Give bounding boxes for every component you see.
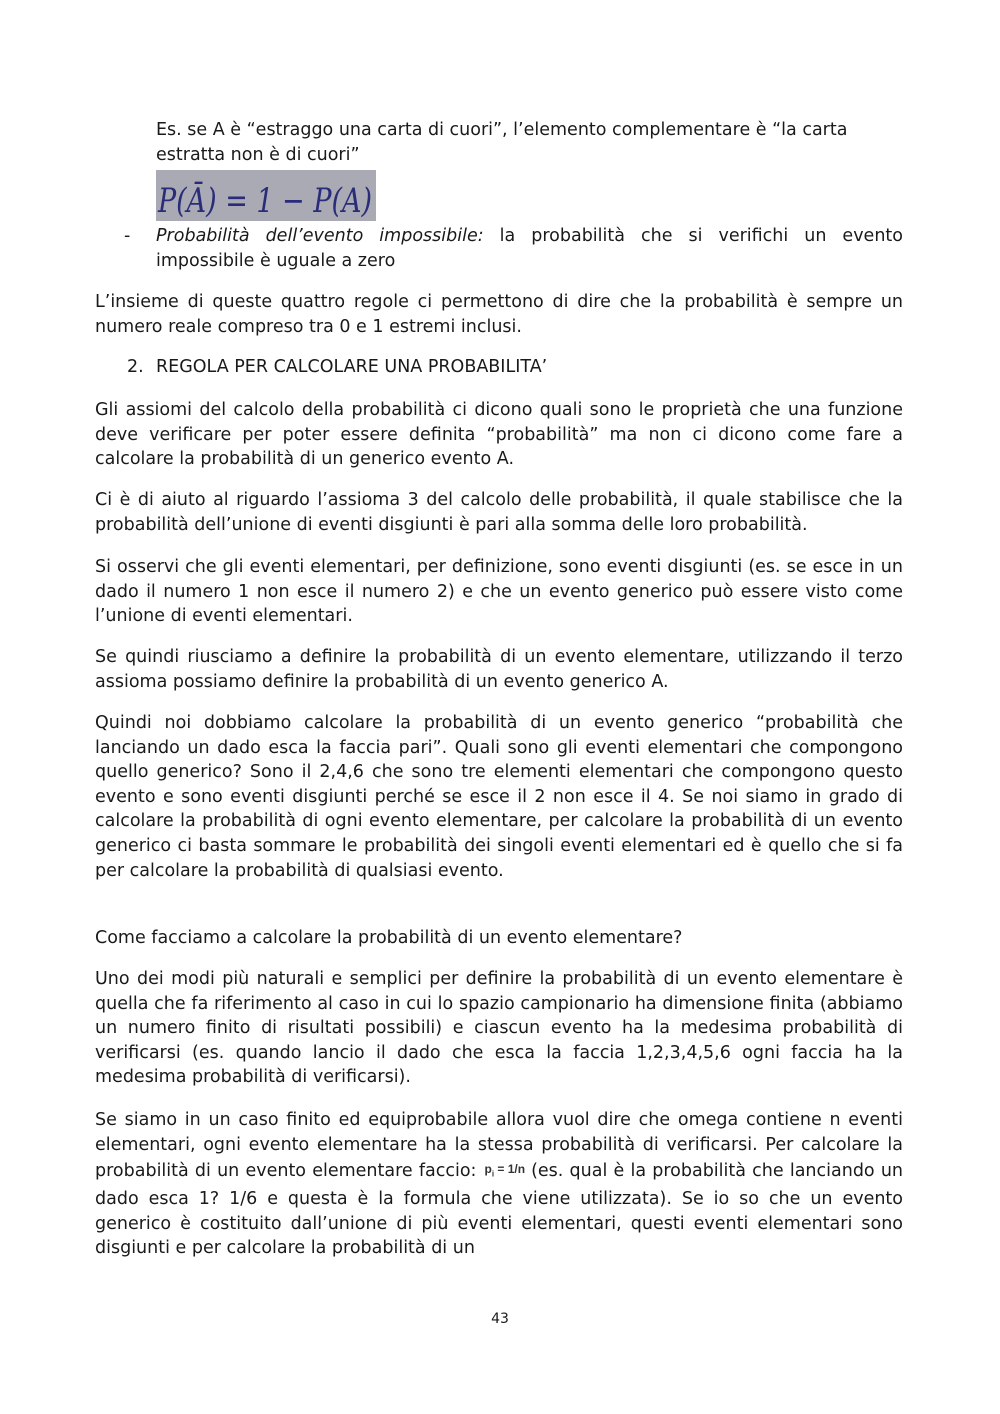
section-heading: REGOLA PER CALCOLARE UNA PROBABILITA’ <box>156 357 548 377</box>
complement-formula-image <box>156 170 376 221</box>
svg-text:P(Ā) = 1 − P(A): P(Ā) = 1 − P(A) <box>157 181 372 221</box>
handwritten-formula <box>156 170 376 221</box>
paragraph-9 <box>95 1108 903 1261</box>
paragraph-7: Come facciamo a calcolare la probabilità di un evento elementare? <box>95 928 683 948</box>
bullet-dash: - <box>124 226 131 246</box>
example-line-1: Es. se A è “estraggo una carta di cuori”, l’elemento complementare è “la carta <box>156 120 848 140</box>
equiprobable-formula-image: $p_i = 1/n$ <box>484 1162 526 1179</box>
impossible-event-bullet <box>156 224 903 273</box>
bullet-text: la probabilità che si verifichi un evento impossibile è uguale a zero <box>156 226 903 271</box>
example-text <box>156 118 903 167</box>
paragraph-2: Gli assiomi del calcolo della probabilità ci dicono quali sono le proprietà che una funzione deve verificare per poter essere definita “probabilità” ma non ci dicono come fare a calcolare la probabilità di un generico evento A. <box>95 400 903 470</box>
paragraph-8: Uno dei modi più naturali e semplici per definire la probabilità di un evento elementare è quella che fa riferimento al caso in cui lo spazio campionario ha dimensione finita (abbiamo un numero finito di risultati possibili) e ciascun evento ha la medesima probabilità di verificarsi (es. quando lancio il dado che esca la faccia 1,2,3,4,5,6 ogni faccia ha la medesima probabilità di verificarsi). <box>95 969 903 1088</box>
bullet-term: Probabilità dell’evento impossibile: <box>156 226 484 246</box>
paragraph-6: Quindi noi dobbiamo calcolare la probabilità di un evento generico “probabilità che lanciando un dado esca la faccia pari”. Quali sono gli eventi elementari che compongono quello generico? Sono il 2,4,6 che sono tre elementi elementari che compongono questo evento e sono eventi disgiunti perché se esce il 2 non esce il 4. Se noi siamo in grado di calcolare la probabilità di ogni evento elementare, per calcolare la probabilità di un evento generico ci basta sommare le probabilità dei singoli eventi elementari ed è quello che si fa per calcolare la probabilità di qualsiasi evento. <box>95 713 903 881</box>
paragraph-1: L’insieme di queste quattro regole ci permettono di dire che la probabilità è sempre un numero reale compreso tra 0 e 1 estremi inclusi. <box>95 292 903 337</box>
heading-number: 2. <box>127 357 144 377</box>
page-number: 43 <box>491 1311 509 1327</box>
paragraph-5: Se quindi riusciamo a definire la probabilità di un evento elementare, utilizzando il terzo assioma possiamo definire la probabilità di un evento generico A. <box>95 647 903 692</box>
paragraph-9-start: Se siamo in un caso finito ed equiprobabile allora vuol dire che omega contiene n eventi elementari, ogni evento elementare ha la stessa probabilità di verificarsi. Per calcolare la probabilità di un evento elementare faccio: <box>95 1110 903 1182</box>
paragraph-4: Si osservi che gli eventi elementari, per definizione, sono eventi disgiunti (es. se esce in un dado il numero 1 non esce il numero 2) e che un evento generico può essere visto come l’unione di eventi elementari. <box>95 557 903 627</box>
paragraph-3: Ci è di aiuto al riguardo l’assioma 3 del calcolo delle probabilità, il quale stabilisce che la probabilità dell’unione di eventi disgiunti è pari alla somma delle loro probabilità. <box>95 490 903 535</box>
paragraph-9-end: (es. qual è la probabilità che lanciando un dado esca 1? 1/6 e questa è la formula che viene utilizzata). Se io so che un evento generico è costituito dall’unione di più eventi elementari, questi eventi elementari sono disgiunti e per calcolare la probabilità di un <box>95 1161 904 1259</box>
example-line-2: estratta non è di cuori” <box>156 144 360 165</box>
